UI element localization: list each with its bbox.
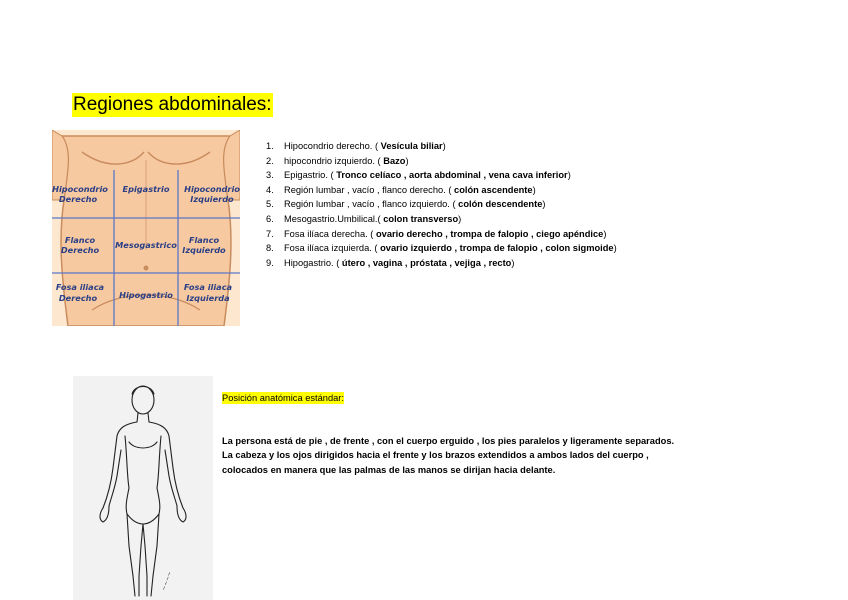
list-item: 1. Hipocondrio derecho. ( Vesícula biliar)	[266, 141, 446, 151]
region-label: Hipogastrio	[119, 290, 173, 300]
anatomical-position-figure	[73, 376, 213, 600]
region-label: Derecho	[58, 293, 98, 303]
region-label: Hipocondrio	[184, 184, 240, 194]
description-line: La persona está de pie , de frente , con el cuerpo erguido , los pies paralelos y ligeramente separados.	[222, 436, 675, 446]
region-label: Flanco	[188, 235, 220, 245]
region-label: Fosa iliaca	[183, 282, 233, 292]
list-item: 3. Epigastrio. ( Tronco celíaco , aorta abdominal , vena cava inferior)	[266, 170, 571, 181]
region-label: Hipocondrio	[52, 184, 108, 194]
region-label: Derecho	[60, 245, 100, 255]
region-label: Izquierdo	[190, 194, 234, 204]
list-item: 4. Región lumbar , vacío , flanco derecho. ( colón ascendente)	[266, 184, 536, 195]
list-item: 5. Región lumbar , vacío , flanco izquierdo. ( colón descendente)	[266, 199, 546, 210]
page-title: Regiones abdominales:	[73, 94, 272, 115]
description-line: La cabeza y los ojos dirigidos hacia el frente y los brazos extendidos a ambos lados del cuerpo ,	[222, 450, 649, 461]
region-label: Izquierdo	[182, 245, 226, 255]
region-label: Derecho	[58, 194, 98, 204]
position-heading: Posición anatómica estándar:	[222, 393, 344, 403]
regions-list	[266, 139, 617, 270]
region-label: Izquierda	[186, 293, 230, 303]
region-label: Flanco	[64, 235, 96, 245]
list-item: 9. Hipogastrio. ( útero , vagina , próstata , vejiga , recto)	[266, 257, 515, 268]
list-item: 8. Fosa ilíaca izquierda. ( ovario izquierdo , trompa de falopio , colon sigmoide)	[266, 243, 617, 254]
list-item: 7. Fosa ilíaca derecha. ( ovario derecho , trompa de falopio , ciego apéndice)	[266, 228, 607, 239]
list-item: 2. hipocondrio izquierdo. ( Bazo)	[266, 155, 409, 166]
region-label: Mesogastrico	[115, 240, 177, 250]
region-label: Epigastrio	[122, 184, 170, 194]
position-description	[222, 434, 782, 477]
region-label: Fosa iliaca	[55, 282, 105, 292]
abdominal-regions-figure	[52, 130, 240, 326]
list-item: 6. Mesogastrio.Umbilical.( colon transverso)	[266, 213, 462, 224]
svg-text:~~~~: ~~~~	[160, 570, 174, 592]
description-line: colocados en manera que las palmas de las manos se dirijan hacia delante.	[222, 464, 556, 475]
